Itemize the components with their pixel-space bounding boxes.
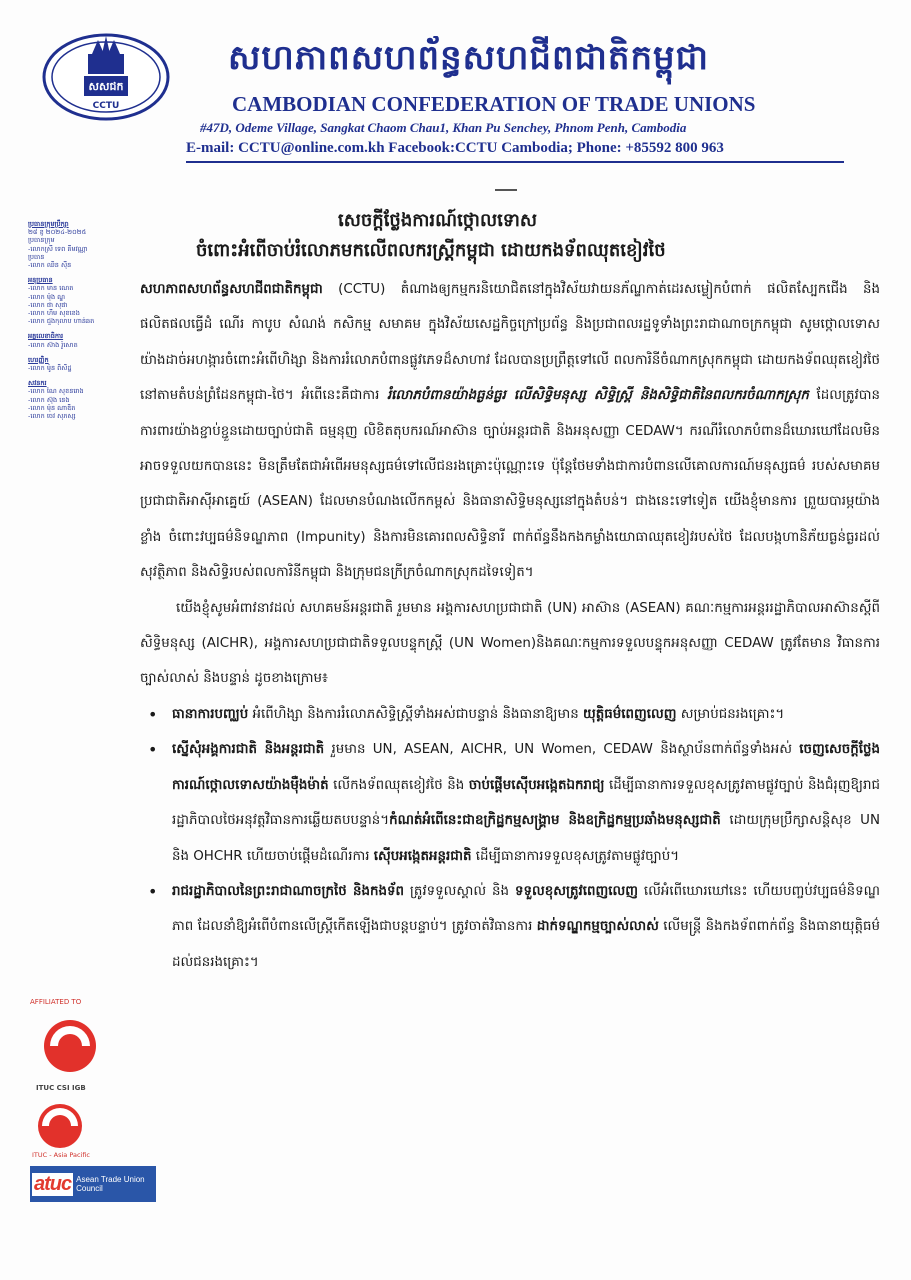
sidebar-group-heading: អគ្គលេខាធិការ — [28, 332, 64, 341]
demand-bold: ដាក់ទណ្ឌកម្មច្បាស់លាស់ — [536, 919, 659, 935]
sidebar-group — [28, 220, 120, 269]
sidebar-member-line: -លោក ស៊ាង រ៉ូសោត — [28, 340, 78, 349]
ituc-logo — [38, 1016, 102, 1078]
board-members-sidebar — [28, 220, 120, 427]
sidebar-group-heading: សវនករ — [28, 379, 47, 388]
sidebar-member-line: -លោក ស៊ុង នេង — [28, 395, 70, 404]
demand-lead: ស្នើសុំអង្គការជាតិ និងអន្តរជាតិ — [172, 742, 325, 758]
demand-text: សម្រាប់ជនរងគ្រោះ។ — [676, 706, 785, 722]
org-contact: E-mail: CCTU@online.com.kh Facebook:CCTU Cambodia; Phone: +85592 800 963 — [186, 140, 724, 156]
demands-list — [140, 697, 880, 980]
document-subtitle: ចំពោះអំពើចាប់រំលោភមកលើពលករស្ត្រីកម្ពុជា ដោយកងទ័ពឈុតខៀវថៃ — [196, 240, 666, 261]
demand-item — [140, 697, 880, 732]
demand-text: ត្រូវទទួលស្គាល់ និង — [404, 883, 515, 899]
demand-lead: ធានាការបញ្ឈប់ — [172, 706, 249, 722]
sidebar-group — [28, 276, 120, 325]
demand-text: ដោយក្រុមប្រឹក្សាសន្តិសុខ UN និង OHCHR ហើយចាប់ផ្តើមដំណើរការ — [172, 813, 880, 864]
sidebar-group-heading: ប្រធានក្រុមប្រឹក្សា — [28, 220, 69, 228]
demand-text: លើកងទ័ពឈុតខៀវថៃ និង — [328, 777, 469, 793]
demand-text: លើមន្ត្រី និងកងទ័ពពាក់ព័ន្ធ និងធានាយុត្តិធម៌ដល់ជនរងគ្រោះ។ — [172, 919, 880, 970]
demand-bold: ស៊ើបអង្កេតអន្តរជាតិ — [373, 848, 472, 864]
demand-item — [140, 732, 880, 874]
cctu-logo — [40, 32, 172, 122]
org-name-english: CAMBODIAN CONFEDERATION OF TRADE UNIONS — [232, 92, 756, 116]
sidebar-member-line: -លោក ផា សុផា — [28, 300, 68, 309]
sidebar-member-line: -លោក ម៉ុន ណាឌិត — [28, 403, 76, 412]
demand-text: ដើម្បីធានាការទទួលខុសត្រូវតាមផ្លូវច្បាប់។ — [471, 848, 680, 864]
sidebar-group-heading: អនុប្រធាន — [28, 276, 53, 285]
demand-lead: រាជរដ្ឋាភិបាលនៃព្រះរាជាណាចក្រថៃ និងកងទ័ព — [172, 883, 405, 899]
separator-mark — [495, 189, 517, 191]
demand-bold: យុត្តិធម៌ពេញលេញ — [583, 706, 677, 722]
sidebar-member-line: -លោកស្រី ទេព គឹមវណ្ណា — [28, 244, 88, 253]
document-body — [140, 272, 880, 980]
paragraph-1-emphasis: រំលោភបំពានយ៉ាងធ្ងន់ធ្ងរ លើសិទ្ធិមនុស្ស សិទ្ធិស្ត្រី និងសិទ្ធិជាតិនៃពលករចំណាកស្រុក — [386, 388, 809, 404]
sidebar-member-line: -លោក មាន ណេត — [28, 284, 74, 293]
sidebar-member-line: ២៨ ខ្ញ ២០២៤-២០២៥ — [28, 228, 87, 237]
org-address: #47D, Odeme Village, Sangkat Chaom Chau1, Khan Pu Senchey, Phnom Penh, Cambodia — [200, 120, 687, 135]
svg-text:CCTU: CCTU — [92, 101, 120, 111]
demand-bold: ចេញសេចក្តីថ្លែងការណ៍ថ្កោលទោសយ៉ាងម៉ឺងម៉ាត់ — [172, 742, 880, 793]
demand-bold: ទទួលខុសត្រូវពេញលេញ — [514, 883, 638, 899]
svg-text:សសជក: សសជក — [88, 80, 124, 93]
ituc-caption: ITUC CSI IGB — [36, 1084, 86, 1092]
paragraph-1-text-a: (CCTU) តំណាងឲ្យកម្មករនិយោជិតនៅក្នុងវិស័យវាយនភ័ណ្ឌកាត់ដេរសម្លៀកបំពាក់ ផលិតស្បែកជើង និងផលិតផលធ្វើដំ ណើរ កាបូប សំណង់ កសិកម្ម សមាគម ក្នុងវិស័យសេដ្ឋកិច្ចក្រៅប្រព័ន្ធ និងប្រជាពលរដ្ឋទូទាំងព្រះរាជាណាចក្រកម្ពុជា សូមថ្កោលទោសយ៉ាងដាច់អហង្ការចំពោះអំពើហិង្សា និងការរំលោភបំពានផ្លូវភេទដ៏សាហាវ ដែលបានប្រព្រឹត្តទៅលើ ពលការិនីចំណាកស្រុកកម្ពុជា ដោយកងទ័ពឈុតខៀវថៃនៅតាមតំបន់ព្រំដែនកម្ពុជា-ថៃ។ អំពើនេះគឺជាការ — [140, 282, 880, 404]
ituc-asia-pacific-caption: ITUC - Asia Pacific — [32, 1151, 91, 1159]
sidebar-member-line: -លោក ម៉ុង ណ្ឌូ — [28, 292, 66, 301]
atuc-logo — [30, 1166, 156, 1202]
atuc-mark: atuc — [34, 1172, 72, 1195]
document-title: សេចក្តីថ្លែងការណ៍ថ្កោលទោស — [338, 210, 538, 231]
demand-text: អំពើហិង្សា និងការរំលោភសិទ្ធិស្ត្រីទាំងអស់ជាបន្ទាន់ និងធានាឱ្យមាន — [248, 706, 584, 722]
sidebar-group — [28, 356, 120, 372]
ituc-asia-pacific-logo — [30, 1100, 90, 1150]
paragraph-1 — [140, 272, 880, 591]
sidebar-member-line: -លោក ម៉ូន ពិសិដ្ឋ — [28, 364, 72, 373]
paragraph-1-text-b: ដែលត្រូវបានការពារយ៉ាងខ្ជាប់ខ្ជួនដោយច្បាប់ជាតិ ធម្មនុញ លិខិតតុបករណ៍អាស៊ាន ច្បាប់អន្តរជាតិ និងអនុសញ្ញា CEDAW។ ករណីរំលោភបំពានដ៏ឃោរឃៅដែលមិនអាចទទួលយកបាននេះ មិនត្រឹមតែជាអំពើអមនុស្សធម៌ទៅលើជនរងគ្រោះប៉ុណ្ណោះទេ ប៉ុន្តែថែមទាំងជាការបំពានលើគោលការណ៍មនុស្សធម៌ របស់សមាគមប្រជាជាតិអាស៊ីអាគ្នេយ៍ (ASEAN) ដែលមានបំណងលើកកម្ពស់ និងធានាសិទ្ធិមនុស្សនៅក្នុងតំបន់។ ជាងនេះទៅទៀត យើងខ្ញុំមានការ ព្រួយបារម្ភយ៉ាងខ្លាំង ចំពោះវប្បធម៌និទណ្ឌភាព (Impunity) និងការមិនគោរពលសិទ្ធិនារី ពាក់ព័ន្ធនឹងកងកម្លាំងយោធាឈុតខៀវរបស់ថៃ ដែលបង្កហានិភ័យធ្ងន់ធ្ងរដល់សុវត្ថិភាព និងសិទ្ធិរបស់ពលការិនីកម្ពុជា និងក្រុមជនក្រីក្រចំណាកស្រុកដទៃទៀត។ — [140, 388, 880, 581]
sidebar-member-line: -លោក ឈិន ស៊ីន — [28, 261, 72, 270]
atuc-name: Asean Trade Union Council — [76, 1175, 145, 1193]
paragraph-2: យើងខ្ញុំសូមអំពាវនាវដល់ សហគមន៍អន្តរជាតិ រួមមាន អង្គការសហប្រជាជាតិ (UN) អាស៊ាន (ASEAN) គណៈកម្មការអន្តររដ្ឋាភិបាលអាស៊ានស្តីពីសិទ្ធិមនុស្ស (AICHR), អង្គការសហប្រជាជាតិទទួលបន្ទុកស្ត្រី (UN Women)និងគណៈកម្មការទទួលបន្ទុកអនុសញ្ញា CEDAW ត្រូវតែមាន វិធានការច្បាស់លាស់ និងបន្ទាន់ ដូចខាងក្រោម៖ — [140, 600, 880, 687]
sidebar-member-line: ប្រធាន — [28, 252, 45, 261]
sidebar-group — [28, 379, 120, 420]
sidebar-group — [28, 332, 120, 348]
demand-text: ដើម្បីធានាការទទួលខុសត្រូវតាមផ្លូវច្បាប់ និងជំរុញឱ្យរាជរដ្ឋាភិបាលថៃអនុវត្តវិធានការឆ្លើយតបបន្ទាន់។ — [172, 777, 880, 829]
affiliated-label: AFFILIATED TO — [30, 998, 82, 1006]
demand-bold: ចាប់ផ្តើមស៊ើបអង្កេតឯករាជ្យ — [468, 777, 605, 793]
demand-item — [140, 874, 880, 980]
sidebar-member-line: -លោក ណៃ សុខនរោង — [28, 387, 84, 396]
org-name-khmer: សហភាពសហព័ន្ធសហជីពជាតិកម្ពុជា — [228, 38, 710, 78]
demand-text: លើអំពើឃោរឃៅនេះ ហើយបញ្ចប់វប្បធម៌និទណ្ឌភាព ដែលនាំឱ្យអំពើបំពានលើស្ត្រីកើតឡើងជាបន្តបន្ទាប់។ ត្រូវចាត់វិធានការ — [172, 883, 880, 935]
header-divider — [186, 161, 844, 163]
demand-text: រួមមាន UN, ASEAN, AICHR, UN Women, CEDAW និងស្ថាប័នពាក់ព័ន្ធទាំងអស់ — [324, 742, 800, 758]
sidebar-member-line: -លោក ជួងកុលាប ហាន់ឆត — [28, 317, 95, 326]
sidebar-member-line: ប្រធានក្រុម — [28, 236, 55, 245]
sidebar-group-heading: ហេរញ្ញិក — [28, 355, 49, 364]
org-name-inline: សហភាពសហព័ន្ធសហជីពជាតិកម្ពុជា — [140, 282, 323, 297]
sidebar-member-line: -លោក ចេវ សុភស្ស — [28, 412, 76, 421]
demand-bold: កំណត់អំពើនេះជាឧក្រិដ្ឋកម្មសង្គ្រាម និងឧក្រិដ្ឋកម្មប្រឆាំងមនុស្សជាតិ — [389, 813, 721, 829]
sidebar-member-line: -លោក ហឹម សុខខេង — [28, 309, 80, 318]
